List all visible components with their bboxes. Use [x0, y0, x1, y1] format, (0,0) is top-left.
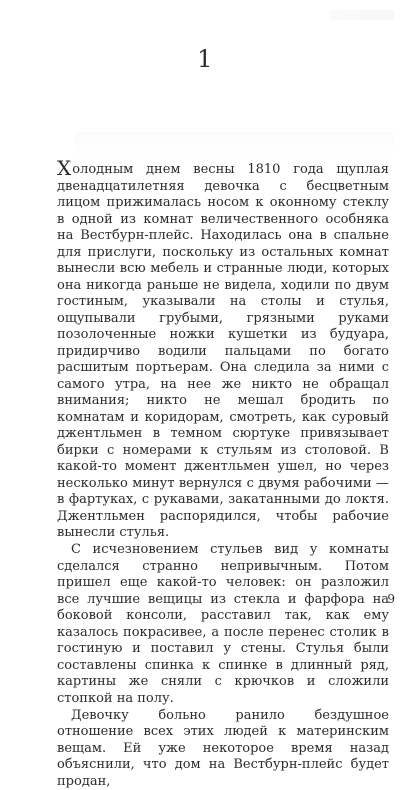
paragraph-3 — [57, 708, 389, 790]
page-number: 9 — [387, 592, 395, 606]
paragraph-1-text: олодным днем весны 1810 года щуплая двенадцатилетняя девочка с бесцветным лицом прижималась носом к оконному стеклу в одной из комнат величественного особняка на Вестбурн-плейс. Находилась она в спальне для прислуги, поскольку из остальных комнат вынесли всю мебель и странные люди, которых она никогда раньше не видела, ходили по двум гостиным, указывали на столы и стулья, ощупывали грубыми, грязными руками позолоченные ножки кушетки из будуара, придирчиво водили пальцами по богато расшитым портьерам. Она следила за ними с самого утра, на нее же никто не обращал внимания; никто не мешал бродить по комнатам и коридорам, смотреть, как суровый джентльмен в темном сюртуке привязывает бирки с номерами к стульям из столовой. В какой-то момент джентльмен ушел, но через несколько минут вернулся с двумя рабочими — в фартуках, с рукавами, закатанными до локтя. Джентльмен распорядился, чтобы рабочие вынесли стулья. — [57, 162, 389, 540]
paragraph-2-text: С исчезновением стульев вид у комнаты сделался странно непривычным. Потом пришел еще какой-то человек: он разложил все лучшие вещицы из стекла и фарфора на боковой консоли, расставил так, как ему казалось покрасивее, а после перенес столик в гостиную и поставил у стены. Стулья были составлены спинка к спинке в длинный ряд, картины же сняли с крючков и сложили стопкой на полу. — [57, 542, 389, 706]
chapter-text — [57, 156, 389, 790]
chapter-number: 1 — [0, 47, 410, 71]
drop-cap: Х — [57, 158, 71, 178]
paragraph-1 — [57, 156, 389, 542]
show-through-header — [330, 10, 394, 20]
paragraph-2 — [57, 542, 389, 707]
paragraph-3-text: Девочку больно ранило бездушное отношение всех этих людей к материнским вещам. Ей уже некоторое время назад объяснили, что дом на Вестбурн-плейс будет продан, — [57, 708, 389, 789]
